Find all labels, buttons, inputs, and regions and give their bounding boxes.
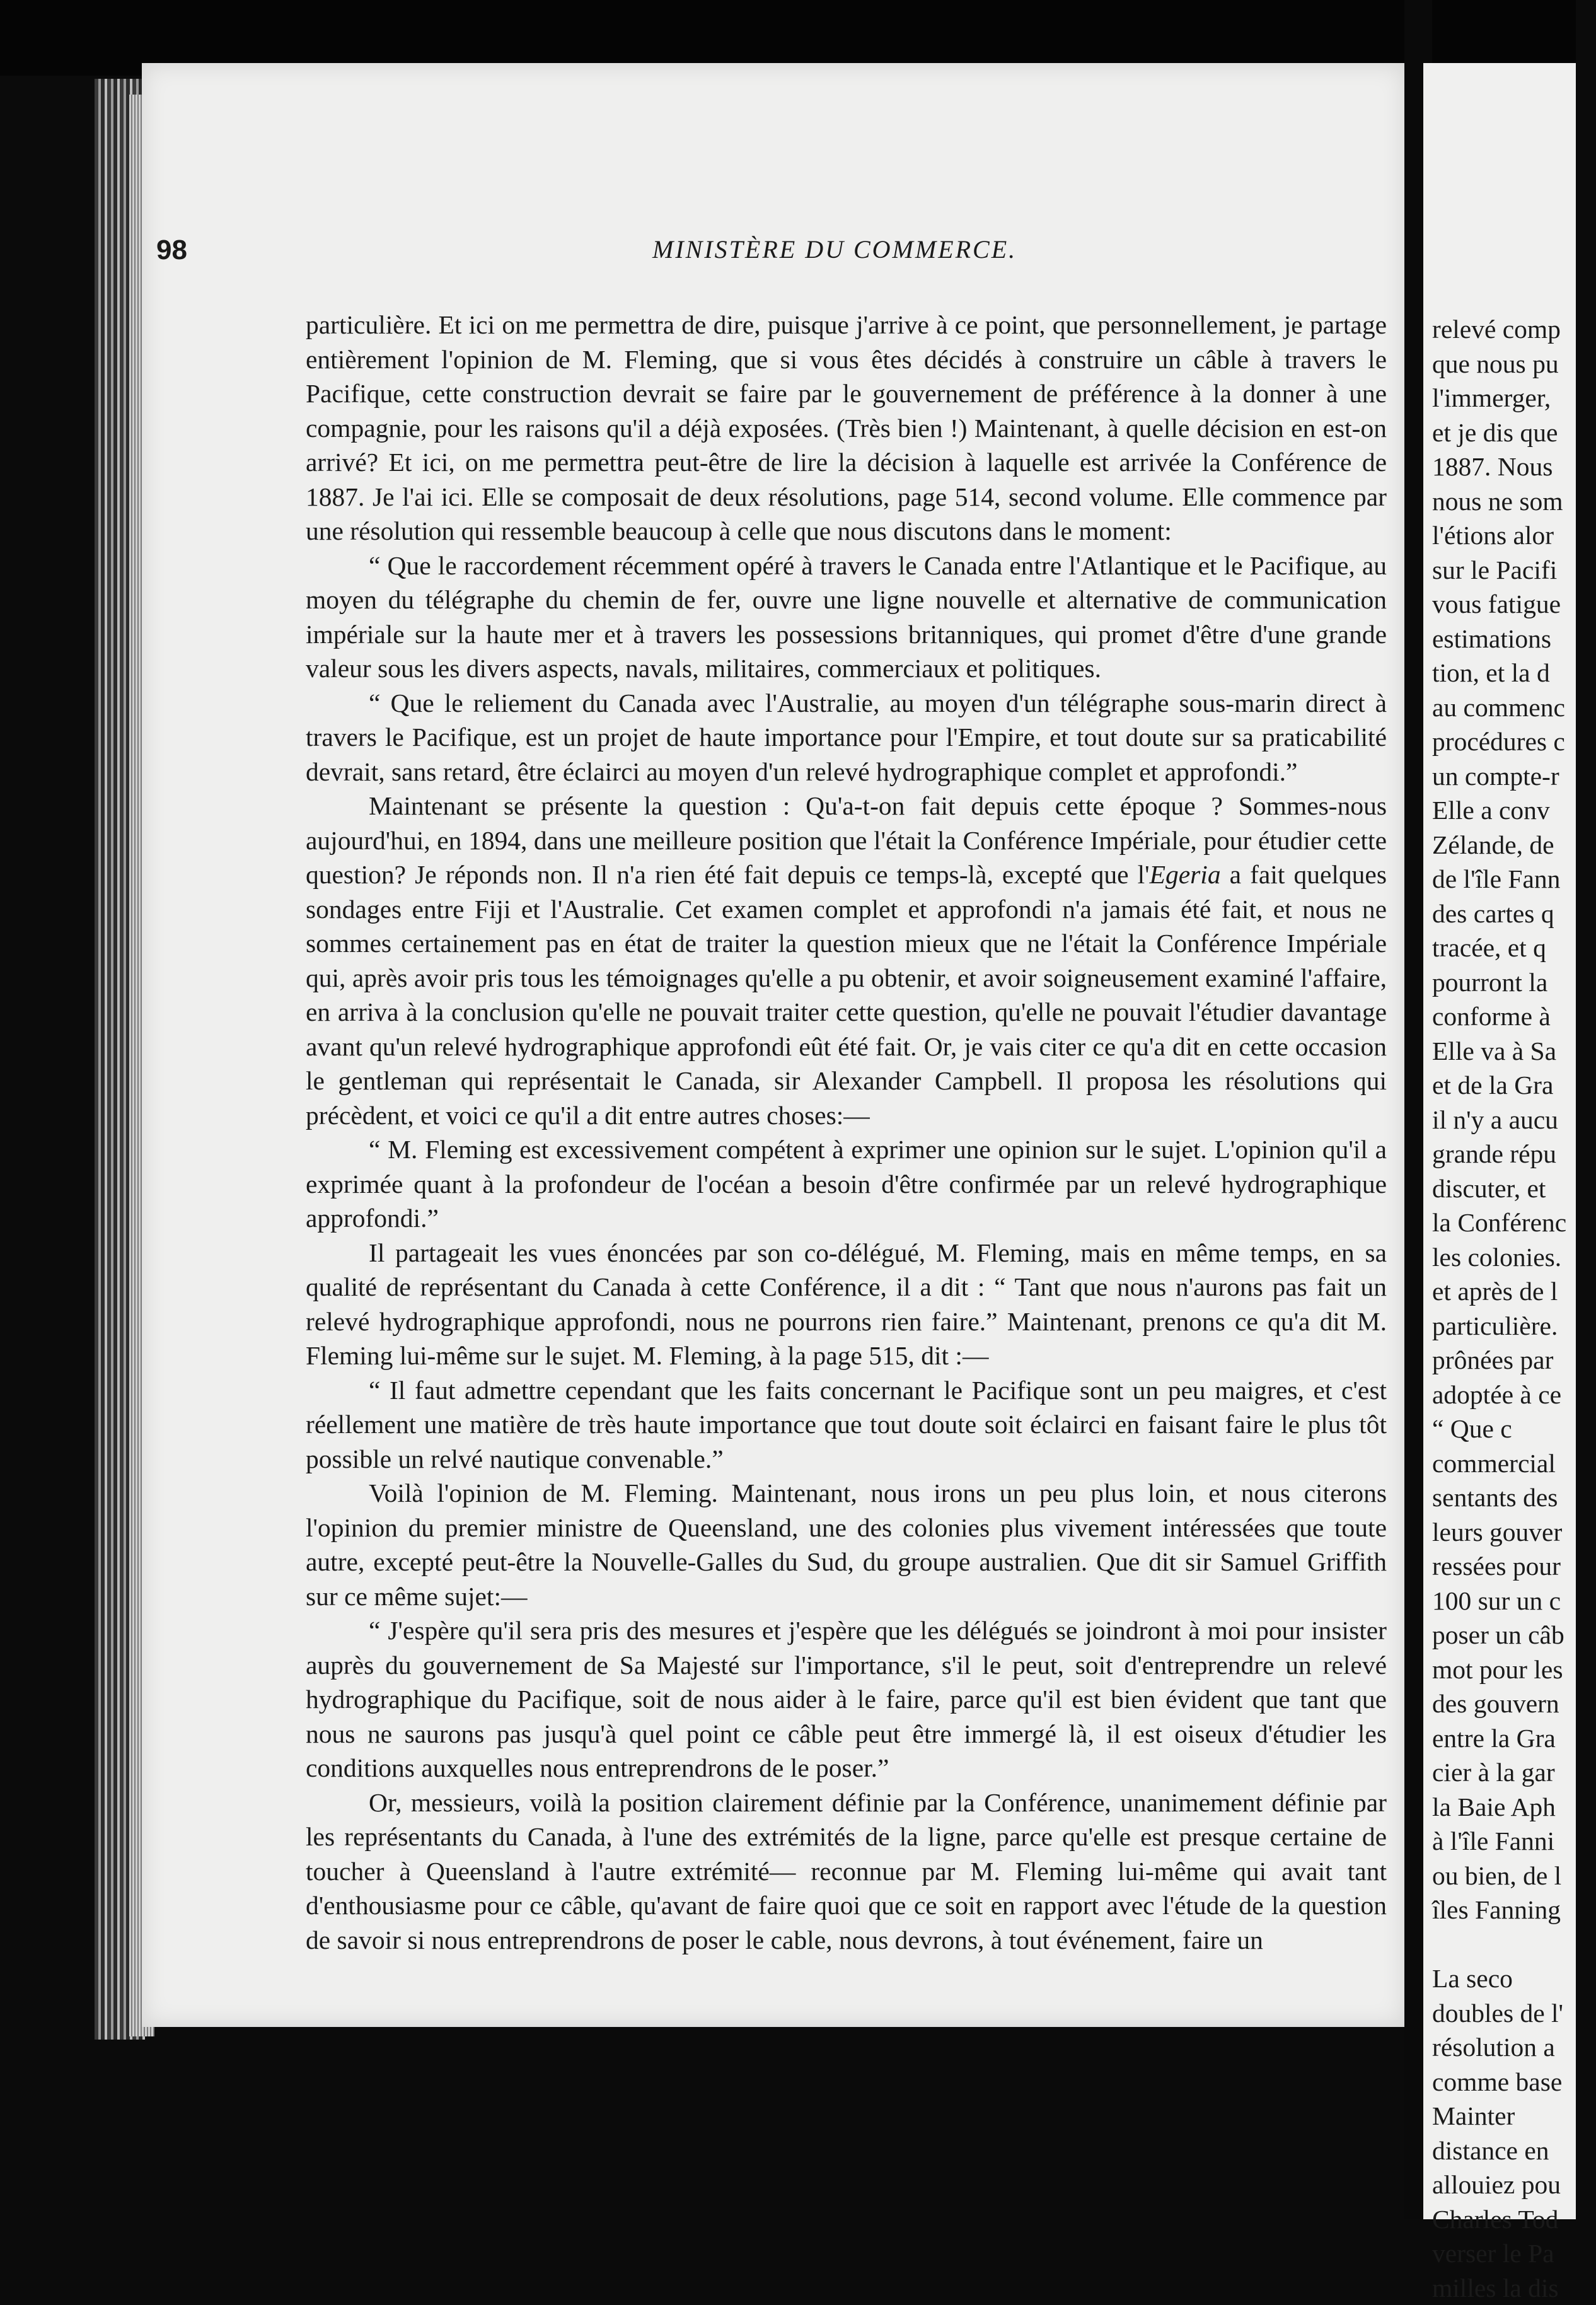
right-page-line: cier à la gar <box>1432 1755 1596 1790</box>
right-page-line: il n'y a aucu <box>1432 1103 1596 1137</box>
right-page-line: discuter, et <box>1432 1171 1596 1206</box>
right-page-line: et je dis que <box>1432 415 1596 450</box>
right-page-line: mot pour les <box>1432 1652 1596 1687</box>
page-number: 98 <box>156 235 187 266</box>
right-page-line: Elle a conv <box>1432 793 1596 828</box>
paragraph-conclusion: Or, messieurs, voilà la position clairement définie par la Conférence, unanimement définie par les représentants du Canada, à l'une des extrémités de la ligne, parce qu'elle est presque certaine de toucher à Queensland à l'autre extrémité— reconnue par M. Fleming lui-même qui avait tant d'enthousiasme pour ce câble, qu'avant de faire quoi que ce soit en rapport avec l'étude de la question de savoir si nous entreprendrons de poser le cable, nous devrons, à tout événement, faire un <box>306 1785 1387 1958</box>
paragraph-egeria: Maintenant se présente la question : Qu'a-t-on fait depuis cette époque ? Sommes-nous aujourd'hui, en 1894, dans une meilleure position que l'était la Conférence Impériale, pour étudier cette question? Je réponds non. Il n'a rien été fait depuis ce temps-là, excepté que l'Egeria a fait quelques sondages entre Fiji et l'Australie. Cet examen complet et approfondi n'a jamais été fait, et nous ne sommes certainement pas en état de traiter la question mieux que ne l'était la Conférence Impériale qui, après avoir pris tous les témoignages qu'elle a pu obtenir, et avoir soigneusement examiné l'affaire, en arriva à la conclusion qu'elle ne pouvait traiter cette question, qu'elle ne pouvait l'étudier davantage avant qu'un relevé hydrographique approfondi eût été fait. Or, je vais citer ce qu'a dit en cette occasion le gentleman qui représentait le Canada, sir Alexander Campbell. Il proposa les résolutions qui précèdent, et voici ce qu'il a dit entre autres choses:— <box>306 789 1387 1132</box>
right-page-line: Zélande, de <box>1432 828 1596 862</box>
ship-name: Egeria <box>1150 860 1221 889</box>
right-page-line: poser un câb <box>1432 1618 1596 1652</box>
right-page-line: des gouvern <box>1432 1687 1596 1721</box>
right-page-line: doubles de l' <box>1432 1996 1596 2031</box>
right-page-line: un compte-r <box>1432 759 1596 794</box>
right-page <box>1423 63 1576 2219</box>
right-page-column <box>1432 312 1596 2305</box>
paragraph-1: particulière. Et ici on me permettra de dire, puisque j'arrive à ce point, que personnellement, je partage entièrement l'opinion de M. Fleming, que si vous êtes décidés à construire un câble à travers le Pacifique, cette construction devrait se faire par le gouvernement de préférence à la donner à une compagnie, pour les raisons qu'il a déjà exposées. (Très bien !) Maintenant, à quelle décision en est-on arrivé? Et ici, on me permettra peut-être de lire la décision à laquelle est arrivée la Conférence de 1887. Je l'ai ici. Elle se composait de deux résolutions, page 514, second volume. Elle commence par une résolution qui ressemble beaucoup à celle que nous discutons dans le moment: <box>306 308 1387 549</box>
right-page-line: Mainter <box>1432 2099 1596 2134</box>
right-page-line: îles Fanning <box>1432 1893 1596 1927</box>
right-page-line: entre la Gra <box>1432 1721 1596 1756</box>
quote-fleming: “ Il faut admettre cependant que les faits concernant le Pacifique sont un peu maigres, et c'est réellement une matière de très haute importance que tout doute soit éclairci en faisant faire le plus tôt possible un relvé nautique convenable.” <box>306 1373 1387 1477</box>
right-page-line: grande répu <box>1432 1137 1596 1171</box>
right-page-line: les colonies. <box>1432 1240 1596 1275</box>
right-page-line: ressées pour <box>1432 1549 1596 1584</box>
quote-resolution-2: “ Que le reliement du Canada avec l'Australie, au moyen d'un télégraphe sous-marin direct à travers le Pacifique, est un projet de haute importance pour l'Empire, et tout doute sur sa praticabilité devrait, sans retard, être éclairci au moyen d'un relevé hydrographique complet et approfondi.” <box>306 686 1387 789</box>
right-page-line: la Baie Aph <box>1432 1790 1596 1825</box>
right-page-line <box>1432 1927 1596 1962</box>
right-page-line: Elle va à Sa <box>1432 1034 1596 1069</box>
running-title: MINISTÈRE DU COMMERCE. <box>652 235 1017 264</box>
paragraph-co-delegue: Il partageait les vues énoncées par son co-délégué, M. Fleming, mais en même temps, en sa qualité de représentant du Canada à cette Conférence, il a dit : “ Tant que nous n'aurons pas fait un relevé hydrographique approfondi, nous ne pourrons rien faire.” Maintenant, prenons ce qu'a dit M. Fleming lui-même sur le sujet. M. Fleming, à la page 515, dit :— <box>306 1236 1387 1373</box>
right-page-line: de l'île Fann <box>1432 862 1596 897</box>
right-page-line: pourront la <box>1432 965 1596 1000</box>
paragraph-griffith-intro: Voilà l'opinion de M. Fleming. Maintenant, nous irons un peu plus loin, et nous citerons l'opinion du premier ministre de Queensland, une des colonies plus vivement intéressées que toute autre, excepté peut-être la Nouvelle-Galles du Sud, du groupe australien. Que dit sir Samuel Griffith sur ce même sujet:— <box>306 1476 1387 1613</box>
right-page-line: résolution a <box>1432 2030 1596 2065</box>
right-page-line: que nous pu <box>1432 347 1596 381</box>
right-page-line: ou bien, de l <box>1432 1859 1596 1893</box>
right-page-line: tracée, et q <box>1432 931 1596 965</box>
right-page-line: et de la Gra <box>1432 1068 1596 1103</box>
quote-campbell: “ M. Fleming est excessivement compétent à exprimer une opinion sur le sujet. L'opinion qu'il a exprimée quant à la profondeur de l'océan a besoin d'être confirmée par un relevé hydrographique approfondi.” <box>306 1132 1387 1236</box>
right-page-line: milles la dis <box>1432 2271 1596 2305</box>
right-page-line: comme base <box>1432 2065 1596 2099</box>
right-page-line: distance en <box>1432 2134 1596 2168</box>
right-page-line: La seco <box>1432 1961 1596 1996</box>
right-page-line: la Conférenc <box>1432 1205 1596 1240</box>
right-page-line: 1887. Nous <box>1432 450 1596 484</box>
right-page-line: sur le Pacifi <box>1432 553 1596 588</box>
right-page-line: 100 sur un c <box>1432 1584 1596 1618</box>
right-page-line: au commenc <box>1432 690 1596 725</box>
running-head <box>0 235 1576 272</box>
right-page-line: allouiez pou <box>1432 2168 1596 2202</box>
right-page-line: adoptée à ce <box>1432 1378 1596 1412</box>
right-page-line: l'immerger, <box>1432 381 1596 415</box>
right-page-line: relevé comp <box>1432 312 1596 347</box>
right-page-line: nous ne som <box>1432 484 1596 519</box>
right-page-line: tion, et la d <box>1432 656 1596 690</box>
right-page-line: particulière. <box>1432 1309 1596 1344</box>
right-page-line: “ Que c <box>1432 1412 1596 1446</box>
right-page-line: et après de l <box>1432 1274 1596 1309</box>
right-page-line: procédures c <box>1432 724 1596 759</box>
right-page-line: à l'île Fanni <box>1432 1824 1596 1859</box>
body-text <box>306 308 1387 1957</box>
quote-griffith: “ J'espère qu'il sera pris des mesures et j'espère que les délégués se joindront à moi pour insister auprès du gouvernement de Sa Majesté sur l'importance, s'il le peut, soit d'entreprendre un relevé hydrographique du Pacifique, soit de nous aider à le faire, parce qu'il est bien évident que tant que nous ne saurons pas jusqu'à quel point ce câble peut être immergé là, il est oiseux d'étudier les conditions auxquelles nous entreprendrons de le poser.” <box>306 1613 1387 1785</box>
quote-resolution-1: “ Que le raccordement récemment opéré à travers le Canada entre l'Atlantique et le Pacifique, au moyen du télégraphe du chemin de fer, ouvre une ligne nouvelle et alternative de communication impériale sur la haute mer et à travers les possessions britanniques, qui promet d'être d'une grande valeur sous les divers aspects, navals, militaires, commerciaux et politiques. <box>306 549 1387 686</box>
right-page-line: estimations <box>1432 622 1596 656</box>
right-page-line: sentants des <box>1432 1480 1596 1515</box>
right-page-line: commercial <box>1432 1446 1596 1481</box>
right-page-line: Charles Tod <box>1432 2202 1596 2237</box>
right-page-line: leurs gouver <box>1432 1515 1596 1550</box>
right-page-line: prônées par <box>1432 1343 1596 1378</box>
right-page-line: des cartes q <box>1432 897 1596 931</box>
right-page-line: verser le Pa <box>1432 2236 1596 2271</box>
right-page-line: conforme à <box>1432 999 1596 1034</box>
right-page-line: vous fatigue <box>1432 587 1596 622</box>
right-page-line: l'étions alor <box>1432 518 1596 553</box>
